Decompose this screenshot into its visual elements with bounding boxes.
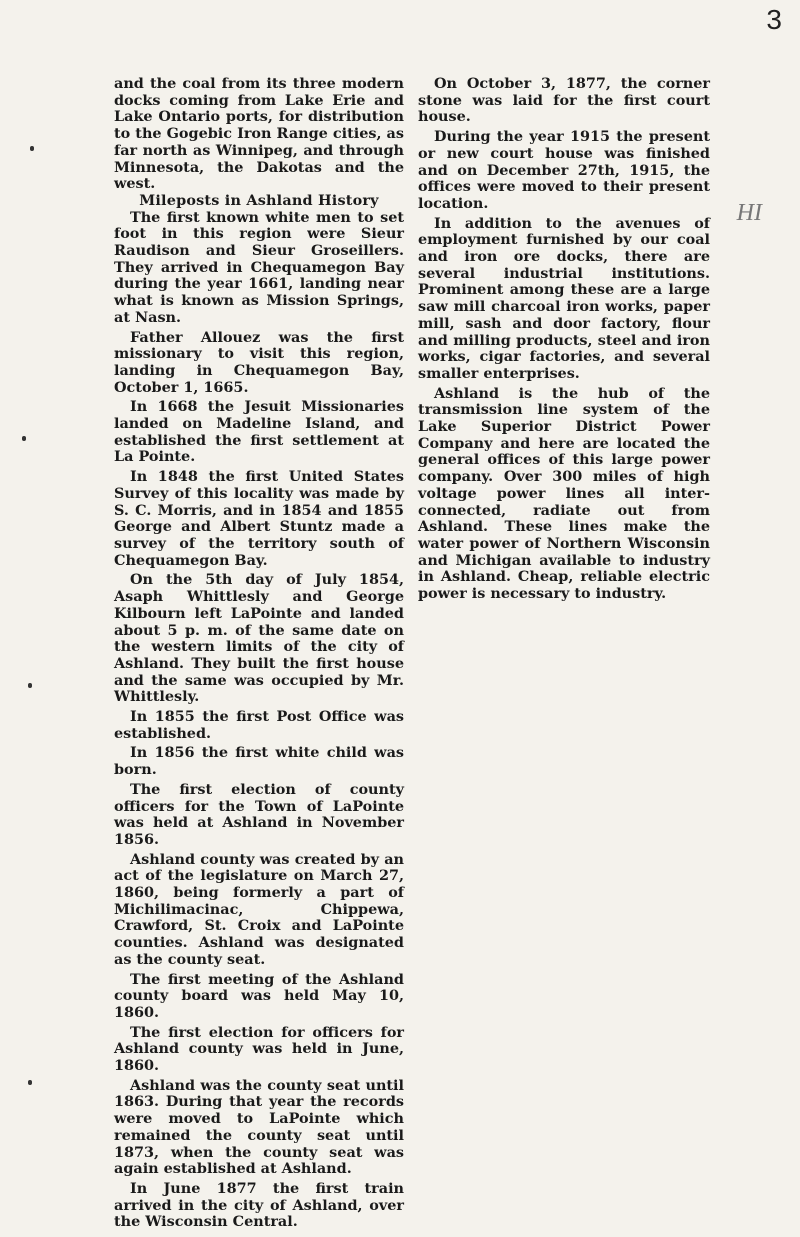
paragraph: and the coal from its three modern docks coming from Lake Erie and Lake Ontario ports, for distribution to the Gogebic Iron Range cities, as far north as Winnipeg, and through Minnesota, the Dakotas and the west. [114, 75, 404, 193]
paragraph: Ashland county was created by an act of the legislature on March 27, 1860, being formerly a part of Michilimacinac, Chippewa, Crawford, St. Croix and LaPointe counties. Ashland was designated as the county seat. [114, 850, 404, 968]
paragraph: In 1668 the Jesuit Missionaries landed on Madeline Island, and established the first settlement at La Pointe. [114, 398, 404, 466]
paragraph: On October 3, 1877, the corner stone was laid for the first court house. [418, 75, 710, 126]
paragraph: Father Allouez was the first missionary to visit this region, landing in Chequamegon Bay, October 1, 1665. [114, 328, 404, 396]
margin-mark [30, 146, 34, 151]
paragraph: In 1848 the first United States Survey of this locality was made by S. C. Morris, and in 1854 and 1855 George and Albert Stuntz made a survey of the territory south of Chequamegon Bay. [114, 468, 404, 569]
margin-mark [28, 683, 32, 688]
paragraph: In 1855 the first Post Office was established. [114, 708, 404, 742]
paragraph: In June 1877 the first train arrived in the city of Ashland, over the Wisconsin Central. [114, 1180, 404, 1231]
paragraph: Ashland was the county seat until 1863. During that year the records were moved to LaPointe which remained the county seat until 1873, when the county seat was again established at Ashland. [114, 1076, 404, 1178]
paragraph: In 1856 the first white child was born. [114, 744, 404, 779]
paragraph: Ashland is the hub of the transmission line system of the Lake Superior District Power Company and here are located the general offices of this large power company. Over 300 miles of high voltage power lines all inter-connected, radiate out from Ashland. These lines make the water power of Northern Wisconsin and Michigan available to industry in Ashland. Cheap, reliable electric power is necessary to industry. [418, 384, 710, 603]
margin-note: HI [736, 200, 762, 226]
paragraph: The first election for officers for Ashland county was held in June, 1860. [114, 1023, 404, 1075]
paragraph: During the year 1915 the present or new court house was finished and on December 27th, 1915, the offices were moved to their present location. [418, 128, 710, 212]
left-column [114, 76, 404, 1231]
margin-mark [22, 436, 26, 441]
right-column [418, 76, 710, 603]
paragraph: The first meeting of the Ashland county board was held May 10, 1860. [114, 970, 404, 1021]
page-number: 3 [766, 4, 782, 35]
paragraph: In addition to the avenues of employment furnished by our coal and iron ore docks, there are several industrial institutions. Prominent among these are a large saw mill charcoal iron works, paper mill, sash and door factory, flour and milling products, steel and iron works, cigar factories, and several smaller enterprises. [418, 214, 710, 382]
paragraph: The first known white men to set foot in this region were Sieur Raudison and Sieur Groseillers. They arrived in Chequamegon Bay during the year 1661, landing near what is known as Mission Springs, at Nasn. [114, 208, 404, 326]
margin-mark [28, 1080, 32, 1085]
section-heading: Mileposts in Ashland History [139, 191, 379, 209]
paragraph: On the 5th day of July 1854, Asaph Whittlesly and George Kilbourn left LaPointe and landed about 5 p. m. of the same date on the western limits of the city of Ashland. They built the first house and the same was occupied by Mr. Whittlesly. [114, 571, 404, 706]
paragraph: The first election of county officers for the Town of LaPointe was held at Ashland in November 1856. [114, 780, 404, 848]
